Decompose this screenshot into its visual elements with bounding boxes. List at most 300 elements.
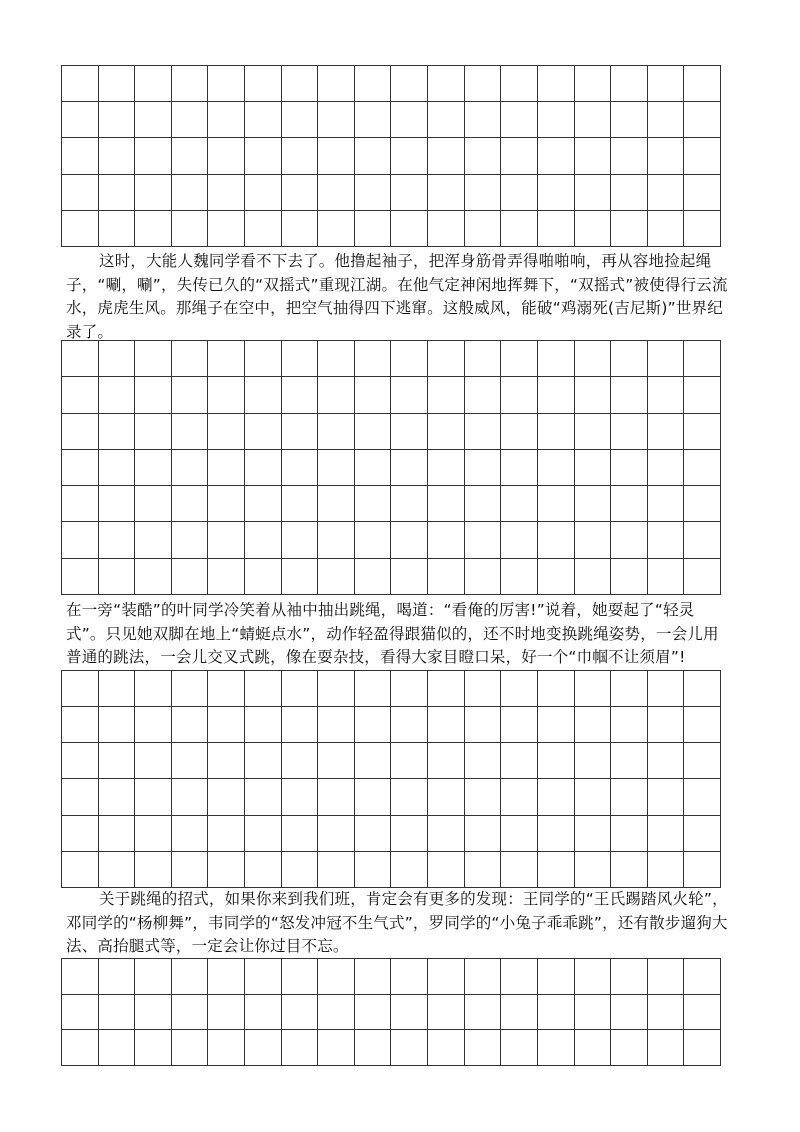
grid-cell <box>281 671 318 707</box>
grid-cell <box>135 671 172 707</box>
grid-row <box>62 671 721 707</box>
grid-cell <box>62 558 99 594</box>
grid-cell <box>611 671 648 707</box>
grid-cell <box>62 66 99 102</box>
grid-cell <box>354 486 391 522</box>
grid-cell <box>428 779 465 815</box>
grid-cell <box>611 66 648 102</box>
grid-cell <box>98 671 135 707</box>
grid-cell <box>354 174 391 210</box>
grid-cell <box>647 851 684 887</box>
grid-cell <box>428 671 465 707</box>
grid-cell <box>574 413 611 449</box>
grid-cell <box>98 959 135 995</box>
grid-cell <box>684 558 721 594</box>
grid-cell <box>208 102 245 138</box>
grid-cell <box>354 994 391 1030</box>
grid-cell <box>537 522 574 558</box>
grid-cell <box>537 413 574 449</box>
grid-cell <box>574 341 611 377</box>
grid-cell <box>171 851 208 887</box>
grid-cell <box>354 210 391 246</box>
grid-cell <box>428 959 465 995</box>
grid-cell <box>62 174 99 210</box>
grid-cell <box>391 66 428 102</box>
grid-cell <box>501 994 538 1030</box>
grid-cell <box>281 341 318 377</box>
grid-cell <box>464 1030 501 1066</box>
grid-cell <box>647 522 684 558</box>
grid-cell <box>428 486 465 522</box>
grid-cell <box>501 138 538 174</box>
grid-cell <box>611 994 648 1030</box>
grid-row <box>62 815 721 851</box>
grid-cell <box>62 815 99 851</box>
grid-cell <box>135 994 172 1030</box>
grid-cell <box>647 779 684 815</box>
grid-row <box>62 522 721 558</box>
grid-cell <box>245 994 282 1030</box>
grid-cell <box>245 66 282 102</box>
grid-cell <box>684 377 721 413</box>
grid-cell <box>318 174 355 210</box>
grid-cell <box>354 341 391 377</box>
grid-cell <box>428 341 465 377</box>
grid-cell <box>684 413 721 449</box>
grid-row <box>62 959 721 995</box>
grid-cell <box>171 138 208 174</box>
grid-cell <box>647 671 684 707</box>
grid-cell <box>62 102 99 138</box>
grid-cell <box>354 413 391 449</box>
grid-cell <box>611 815 648 851</box>
grid-cell <box>501 341 538 377</box>
grid-cell <box>391 102 428 138</box>
grid-cell <box>98 341 135 377</box>
grid-cell <box>501 671 538 707</box>
grid-cell <box>574 1030 611 1066</box>
grid-cell <box>62 486 99 522</box>
grid-cell <box>318 210 355 246</box>
grid-cell <box>318 413 355 449</box>
grid-cell <box>171 174 208 210</box>
grid-cell <box>135 66 172 102</box>
grid-cell <box>501 558 538 594</box>
grid-cell <box>208 671 245 707</box>
grid-cell <box>135 210 172 246</box>
grid-cell <box>574 522 611 558</box>
grid-cell <box>537 815 574 851</box>
grid-cell <box>537 779 574 815</box>
grid-cell <box>464 743 501 779</box>
grid-cell <box>391 558 428 594</box>
grid-cell <box>464 449 501 485</box>
grid-cell <box>318 851 355 887</box>
grid-cell <box>98 413 135 449</box>
grid-cell <box>611 138 648 174</box>
grid-cell <box>428 138 465 174</box>
grid-cell <box>574 994 611 1030</box>
grid-cell <box>428 815 465 851</box>
grid-row <box>62 174 721 210</box>
grid-cell <box>574 707 611 743</box>
grid-cell <box>135 558 172 594</box>
grid-cell <box>428 377 465 413</box>
grid-cell <box>281 102 318 138</box>
grid-cell <box>501 102 538 138</box>
grid-cell <box>98 558 135 594</box>
grid-cell <box>171 66 208 102</box>
grid-cell <box>574 851 611 887</box>
grid-cell <box>537 174 574 210</box>
grid-row <box>62 138 721 174</box>
grid-cell <box>428 413 465 449</box>
grid-cell <box>354 815 391 851</box>
grid-cell <box>171 815 208 851</box>
grid-cell <box>464 671 501 707</box>
grid-cell <box>611 558 648 594</box>
grid-cell <box>98 138 135 174</box>
grid-cell <box>98 449 135 485</box>
grid-cell <box>354 66 391 102</box>
grid-cell <box>281 851 318 887</box>
grid-cell <box>281 210 318 246</box>
grid-cell <box>62 707 99 743</box>
grid-cell <box>647 1030 684 1066</box>
grid-cell <box>428 707 465 743</box>
grid-cell <box>537 377 574 413</box>
grid-cell <box>428 522 465 558</box>
grid-cell <box>245 707 282 743</box>
grid-cell <box>647 210 684 246</box>
grid-cell <box>464 413 501 449</box>
grid-cell <box>245 486 282 522</box>
grid-cell <box>135 377 172 413</box>
grid-cell <box>318 1030 355 1066</box>
grid-cell <box>98 66 135 102</box>
grid-cell <box>318 449 355 485</box>
grid-cell <box>208 174 245 210</box>
grid-cell <box>428 66 465 102</box>
grid-cell <box>611 707 648 743</box>
grid-cell <box>464 66 501 102</box>
grid-cell <box>684 486 721 522</box>
grid-cell <box>464 558 501 594</box>
grid-cell <box>208 413 245 449</box>
grid-cell <box>464 815 501 851</box>
grid-cell <box>391 486 428 522</box>
grid-cell <box>318 671 355 707</box>
grid-cell <box>647 377 684 413</box>
grid-cell <box>245 522 282 558</box>
writing-grid <box>61 958 721 1066</box>
grid-cell <box>135 1030 172 1066</box>
grid-row <box>62 707 721 743</box>
grid-cell <box>135 102 172 138</box>
grid-cell <box>98 707 135 743</box>
grid-cell <box>684 174 721 210</box>
grid-cell <box>208 851 245 887</box>
grid-cell <box>684 341 721 377</box>
grid-cell <box>611 102 648 138</box>
grid-cell <box>245 743 282 779</box>
grid-cell <box>464 174 501 210</box>
grid-row <box>62 851 721 887</box>
grid-cell <box>354 1030 391 1066</box>
grid-cell <box>98 522 135 558</box>
grid-cell <box>245 959 282 995</box>
grid-cell <box>684 210 721 246</box>
grid-cell <box>428 743 465 779</box>
grid-cell <box>391 377 428 413</box>
grid-cell <box>318 815 355 851</box>
grid-cell <box>208 707 245 743</box>
grid-cell <box>354 522 391 558</box>
grid-cell <box>464 779 501 815</box>
grid-cell <box>281 707 318 743</box>
grid-cell <box>135 138 172 174</box>
grid-cell <box>611 522 648 558</box>
grid-cell <box>684 449 721 485</box>
grid-row <box>62 994 721 1030</box>
grid-cell <box>391 815 428 851</box>
grid-cell <box>135 449 172 485</box>
grid-cell <box>135 815 172 851</box>
grid-cell <box>281 959 318 995</box>
grid-cell <box>208 959 245 995</box>
grid-cell <box>171 779 208 815</box>
grid-cell <box>428 449 465 485</box>
grid-cell <box>501 174 538 210</box>
grid-cell <box>135 743 172 779</box>
grid-cell <box>62 449 99 485</box>
grid-cell <box>647 66 684 102</box>
grid-cell <box>647 413 684 449</box>
grid-cell <box>391 779 428 815</box>
grid-cell <box>171 994 208 1030</box>
grid-cell <box>391 210 428 246</box>
grid-cell <box>62 959 99 995</box>
grid-cell <box>171 522 208 558</box>
grid-cell <box>464 994 501 1030</box>
grid-cell <box>537 341 574 377</box>
writing-grid <box>61 340 721 595</box>
grid-cell <box>647 743 684 779</box>
grid-cell <box>354 377 391 413</box>
grid-cell <box>318 66 355 102</box>
grid-cell <box>464 851 501 887</box>
grid-cell <box>318 743 355 779</box>
grid-cell <box>501 1030 538 1066</box>
grid-cell <box>208 138 245 174</box>
grid-cell <box>281 413 318 449</box>
grid-cell <box>574 210 611 246</box>
grid-cell <box>428 1030 465 1066</box>
grid-cell <box>574 815 611 851</box>
grid-cell <box>647 341 684 377</box>
grid-cell <box>611 851 648 887</box>
grid-cell <box>537 743 574 779</box>
grid-cell <box>135 522 172 558</box>
grid-cell <box>647 449 684 485</box>
grid-row <box>62 210 721 246</box>
grid-cell <box>537 851 574 887</box>
grid-cell <box>281 1030 318 1066</box>
grid-cell <box>354 138 391 174</box>
grid-cell <box>428 210 465 246</box>
grid-cell <box>208 486 245 522</box>
grid-cell <box>208 210 245 246</box>
grid-cell <box>135 851 172 887</box>
grid-cell <box>647 138 684 174</box>
grid-cell <box>354 779 391 815</box>
paragraph: 这时，大能人魏同学看不下去了。他撸起袖子，把浑身筋骨弄得啪啪响，再从容地捡起绳子，“唰，唰”，失传已久的“双摇式”重现江湖。在他气定神闲地挥舞下，“双摇式”被使得行云流水，虎虎生风。那绳子在空中，把空气抽得四下逃窜。这般威风，能破“鸡溺死(吉尼斯)”世界纪录了。 <box>66 252 728 341</box>
grid-cell <box>208 815 245 851</box>
grid-cell <box>135 959 172 995</box>
grid-cell <box>574 66 611 102</box>
grid-cell <box>208 779 245 815</box>
grid-cell <box>245 341 282 377</box>
grid-cell <box>501 377 538 413</box>
grid-cell <box>171 1030 208 1066</box>
grid-cell <box>464 138 501 174</box>
grid-cell <box>574 174 611 210</box>
grid-cell <box>245 558 282 594</box>
grid-cell <box>135 413 172 449</box>
grid-cell <box>98 486 135 522</box>
grid-cell <box>574 959 611 995</box>
grid-cell <box>354 707 391 743</box>
grid-cell <box>574 486 611 522</box>
grid-cell <box>62 341 99 377</box>
grid-cell <box>684 138 721 174</box>
grid-cell <box>537 102 574 138</box>
grid-row <box>62 377 721 413</box>
grid-cell <box>318 102 355 138</box>
grid-cell <box>684 522 721 558</box>
grid-cell <box>574 671 611 707</box>
grid-cell <box>574 102 611 138</box>
grid-cell <box>281 377 318 413</box>
grid-cell <box>611 959 648 995</box>
grid-row <box>62 413 721 449</box>
grid-cell <box>647 174 684 210</box>
grid-cell <box>245 174 282 210</box>
grid-cell <box>281 743 318 779</box>
grid-cell <box>574 377 611 413</box>
grid-cell <box>684 959 721 995</box>
grid-cell <box>647 994 684 1030</box>
grid-cell <box>281 558 318 594</box>
grid-cell <box>611 1030 648 1066</box>
paragraph: 关于跳绳的招式，如果你来到我们班，肯定会有更多的发现：王同学的“王氏踢踏风火轮”，邓同学的“杨柳舞”，韦同学的“怒发冲冠不生气式”，罗同学的“小兔子乖乖跳”，还有散步遛狗大法、高抬腿式等，一定会让你过目不忘。 <box>66 890 728 955</box>
grid-cell <box>647 707 684 743</box>
grid-cell <box>501 413 538 449</box>
grid-cell <box>245 413 282 449</box>
grid-cell <box>281 522 318 558</box>
grid-cell <box>611 449 648 485</box>
grid-cell <box>391 707 428 743</box>
grid-cell <box>135 174 172 210</box>
grid-cell <box>574 138 611 174</box>
grid-cell <box>62 1030 99 1066</box>
grid-cell <box>171 341 208 377</box>
grid-cell <box>208 522 245 558</box>
grid-cell <box>647 558 684 594</box>
grid-cell <box>501 743 538 779</box>
grid-cell <box>574 449 611 485</box>
grid-cell <box>391 1030 428 1066</box>
grid-row <box>62 1030 721 1066</box>
grid-cell <box>354 558 391 594</box>
grid-cell <box>684 851 721 887</box>
grid-cell <box>684 743 721 779</box>
grid-cell <box>98 1030 135 1066</box>
grid-cell <box>171 959 208 995</box>
grid-cell <box>135 486 172 522</box>
grid-cell <box>354 671 391 707</box>
grid-cell <box>171 671 208 707</box>
grid-cell <box>391 341 428 377</box>
grid-cell <box>208 449 245 485</box>
grid-cell <box>281 815 318 851</box>
grid-cell <box>171 102 208 138</box>
grid-cell <box>281 449 318 485</box>
grid-cell <box>611 413 648 449</box>
grid-cell <box>684 102 721 138</box>
grid-cell <box>464 486 501 522</box>
grid-cell <box>62 210 99 246</box>
grid-cell <box>464 210 501 246</box>
grid-cell <box>537 671 574 707</box>
grid-cell <box>684 779 721 815</box>
grid-cell <box>501 522 538 558</box>
grid-cell <box>647 486 684 522</box>
grid-cell <box>464 377 501 413</box>
grid-cell <box>62 522 99 558</box>
grid-cell <box>318 522 355 558</box>
writing-grid <box>61 670 721 888</box>
grid-cell <box>98 994 135 1030</box>
grid-cell <box>391 671 428 707</box>
grid-cell <box>684 671 721 707</box>
grid-cell <box>684 815 721 851</box>
grid-cell <box>171 707 208 743</box>
grid-cell <box>171 743 208 779</box>
grid-cell <box>354 102 391 138</box>
grid-cell <box>318 558 355 594</box>
grid-row <box>62 341 721 377</box>
grid-cell <box>281 174 318 210</box>
grid-row <box>62 66 721 102</box>
grid-cell <box>464 102 501 138</box>
grid-cell <box>501 66 538 102</box>
grid-cell <box>501 486 538 522</box>
grid-cell <box>245 779 282 815</box>
grid-cell <box>537 994 574 1030</box>
grid-row <box>62 486 721 522</box>
grid-cell <box>391 449 428 485</box>
grid-cell <box>171 449 208 485</box>
grid-cell <box>245 102 282 138</box>
grid-cell <box>98 210 135 246</box>
grid-cell <box>171 377 208 413</box>
grid-cell <box>611 377 648 413</box>
grid-cell <box>245 671 282 707</box>
grid-cell <box>684 707 721 743</box>
grid-cell <box>537 66 574 102</box>
grid-cell <box>318 994 355 1030</box>
